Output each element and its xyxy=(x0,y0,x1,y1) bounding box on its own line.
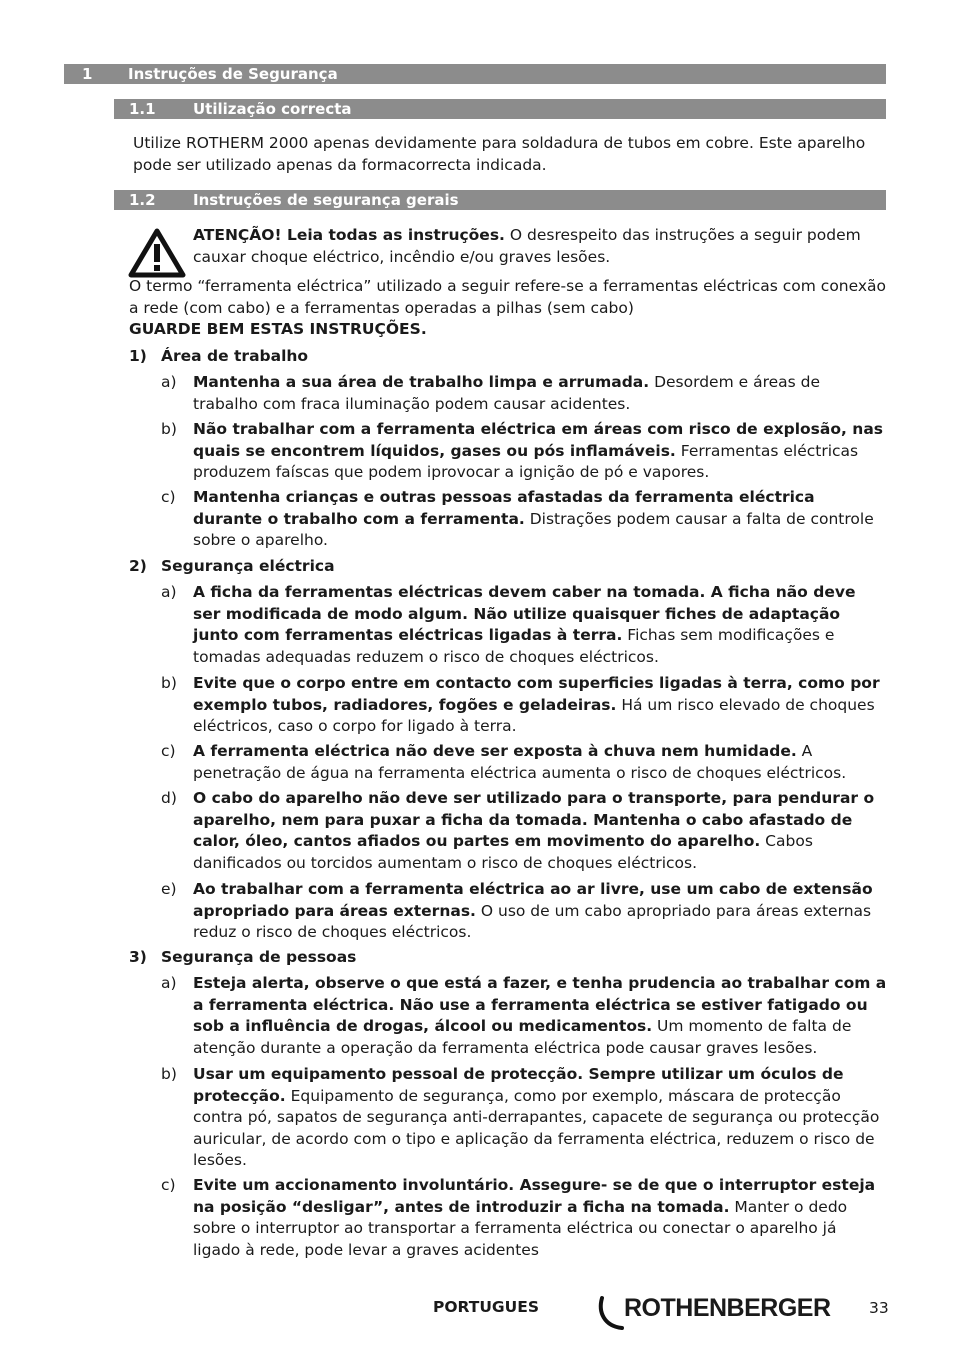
section-number: 1 xyxy=(82,65,93,83)
item-marker: a) xyxy=(161,974,177,992)
item-marker: c) xyxy=(161,1176,176,1194)
item-text: Há um risco elevado de choques eléctricos, caso o corpo for ligado à terra. xyxy=(193,695,875,735)
subsection-title: Área de trabalho xyxy=(161,347,309,365)
list-item xyxy=(193,1064,888,1172)
subsection-title: Segurança de pessoas xyxy=(161,948,357,966)
item-text: Cabos danificados ou torcidos aumentam o risco de choques eléctricos. xyxy=(193,832,813,872)
section-number: 1.1 xyxy=(129,100,156,118)
section-title: Instruções de Segurança xyxy=(128,65,338,83)
list-item xyxy=(193,788,888,874)
list-item xyxy=(193,673,888,738)
subsection-marker: 3) xyxy=(129,948,147,966)
section-heading-1-1 xyxy=(114,99,886,119)
item-marker: b) xyxy=(161,420,177,438)
list-item xyxy=(193,741,888,784)
item-marker: e) xyxy=(161,880,177,898)
item-marker: a) xyxy=(161,373,177,391)
footer-language: PORTUGUES xyxy=(433,1298,539,1316)
brand-name: ROTHENBERGER xyxy=(624,1294,831,1322)
logo-swoosh-icon xyxy=(596,1294,626,1334)
item-text: Desordem e áreas de trabalho com fraca iluminação podem causar acidentes. xyxy=(193,373,821,413)
item-text: Um momento de falta de atenção durante a operação da ferramenta eléctrica pode causar graves lesões. xyxy=(193,1017,852,1057)
list-item xyxy=(193,879,888,944)
page-number: 33 xyxy=(869,1299,889,1317)
warning-bold: ATENÇÃO! Leia todas as instruções. xyxy=(193,226,505,244)
subsection-marker: 2) xyxy=(129,557,147,575)
item-bold: Mantenha a sua área de trabalho limpa e arrumada. xyxy=(193,373,650,391)
item-marker: b) xyxy=(161,674,177,692)
warning-paragraph xyxy=(193,225,888,268)
item-bold: A ferramenta eléctrica não deve ser exposta à chuva nem humidade. xyxy=(193,742,797,760)
intro-paragraph: Utilize ROTHERM 2000 apenas devidamente para soldadura de tubos em cobre. Este aparelho pode ser utilizado apenas da formacorrecta indicada. xyxy=(133,134,866,174)
warning-triangle-icon xyxy=(128,228,186,278)
brand-logo xyxy=(596,1294,836,1334)
item-bold: Evite que o corpo entre em contacto com superficies ligadas à terra, como por exemplo tubos, radiadores, fogões e geladeiras. xyxy=(193,674,880,714)
item-bold: A ficha da ferramentas eléctricas devem caber na tomada. A ficha não deve ser modificada de modo algum. Não utilize quaisquer fiches de adaptação junto com ferramentas eléctricas ligadas à terra. xyxy=(193,583,856,644)
item-text: Equipamento de segurança, como por exemplo, máscara de protecção contra pó, sapatos de segurança anti-derrapantes, capacete de segurança ou protecção auricular, de acordo com o tipo e aplicação da ferramenta eléctrica, reduzem o risco de lesões. xyxy=(193,1086,880,1169)
item-text: O uso de um cabo apropriado para áreas externas reduz o risco de choques eléctricos. xyxy=(193,901,872,941)
keep-instructions: GUARDE BEM ESTAS INSTRUÇÕES. xyxy=(129,320,427,338)
term-paragraph: O termo “ferramenta eléctrica” utilizado a seguir refere-se a ferramentas eléctricas com conexão a rede (com cabo) e a ferramentas operadas a pilhas (sem cabo) xyxy=(129,277,887,317)
item-marker: a) xyxy=(161,583,177,601)
list-item xyxy=(193,1175,888,1261)
item-text: A penetração de água na ferramenta eléctrica aumenta o risco de choques eléctricos. xyxy=(193,742,847,782)
list-item xyxy=(193,973,888,1059)
item-bold: O cabo do aparelho não deve ser utilizado para o transporte, para pendurar o aparelho, nem para puxar a ficha da tomada. Mantenha o cabo afastado de calor, óleo, cantos afiados ou partes em movimento do aparelho. xyxy=(193,789,875,850)
subsection-marker: 1) xyxy=(129,347,147,365)
list-item xyxy=(193,582,888,668)
section-heading-1 xyxy=(64,64,886,84)
item-text: Manter o dedo sobre o interruptor ao transportar a ferramenta eléctrica ou conectar o aparelho já ligado à rede, pode levar a graves acidentes xyxy=(193,1197,848,1259)
item-marker: d) xyxy=(161,789,177,807)
item-text: Fichas sem modificações e tomadas adequadas reduzem o risco de choques eléctricos. xyxy=(193,626,835,666)
item-marker: c) xyxy=(161,488,176,506)
list-item xyxy=(193,487,888,552)
list-item xyxy=(193,419,888,484)
section-title: Instruções de segurança gerais xyxy=(193,191,459,209)
warning-text: O desrespeito das instruções a seguir podem cauxar choque eléctrico, incêndio e/ou graves lesões. xyxy=(193,226,861,266)
item-bold: Esteja alerta, observe o que está a fazer, e tenha prudencia ao trabalhar com a a ferramenta eléctrica. Não use a ferramenta eléctrica se estiver fatigado ou sob a influência de drogas, álcool ou medicamentos. xyxy=(193,974,887,1035)
section-number: 1.2 xyxy=(129,191,156,209)
section-heading-1-2 xyxy=(114,190,886,210)
item-marker: b) xyxy=(161,1065,177,1083)
item-text: Ferramentas eléctricas produzem faíscas que podem iprovocar a ignição de pó e vapores. xyxy=(193,441,859,481)
item-bold: Usar um equipamento pessoal de protecção. Sempre utilizar um óculos de protecção. xyxy=(193,1065,844,1105)
section-title: Utilização correcta xyxy=(193,100,352,118)
item-bold: Não trabalhar com a ferramenta eléctrica em áreas com risco de explosão, nas quais se encontrem líquidos, gases ou pós inflamáveis. xyxy=(193,420,883,460)
item-bold: Evite um accionamento involuntário. Assegure- se de que o interruptor esteja na posição “desligar”, antes de introduzir a ficha na tomada. xyxy=(193,1176,876,1216)
item-bold: Ao trabalhar com a ferramenta eléctrica ao ar livre, use um cabo de extensão apropriado para áreas externas. xyxy=(193,880,873,920)
item-bold: Mantenha crianças e outras pessoas afastadas da ferramenta eléctrica durante o trabalho com a ferramenta. xyxy=(193,488,815,528)
subsection-title: Segurança eléctrica xyxy=(161,557,335,575)
item-marker: c) xyxy=(161,742,176,760)
item-text: Distrações podem causar a falta de controle sobre o aparelho. xyxy=(193,509,874,549)
list-item xyxy=(193,372,888,415)
